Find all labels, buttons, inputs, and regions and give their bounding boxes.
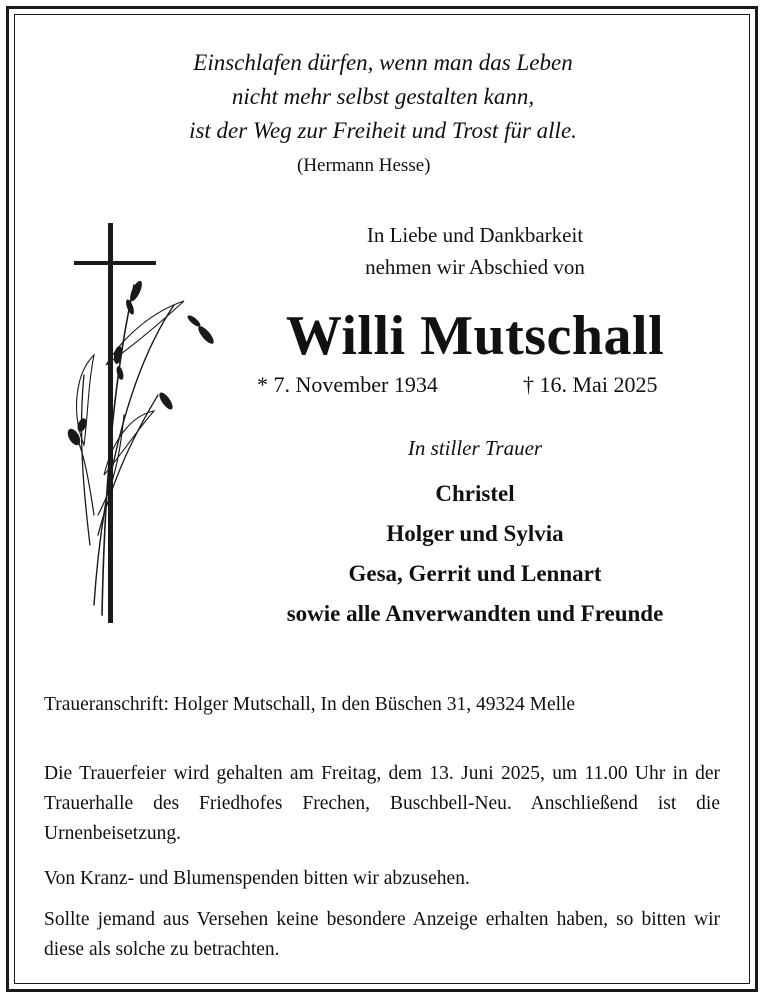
deceased-name: Willi Mutschall [285, 305, 665, 367]
intro-line-2: nehmen wir Abschied von [365, 255, 585, 279]
ceremony-paragraph: Die Trauerfeier wird gehalten am Freitag, dem 13. Juni 2025, um 11.00 Uhr in der Trauerhalle des Friedhofes Frechen, Buschbell-Neu. Anschließend ist die Urnenbeisetzung. [44, 763, 720, 844]
poem-line-1: Einschlafen dürfen, wenn man das Leben [193, 50, 573, 75]
farewell-intro [215, 219, 735, 283]
mourning-heading: In stiller Trauer [407, 436, 543, 460]
death-date: † 16. Mai 2025 [523, 372, 658, 397]
birth-date: * 7. November 1934 [257, 372, 438, 397]
mourning-address: Traueranschrift: Holger Mutschall, In den Büschen 31, 49324 Melle [44, 694, 576, 715]
notice-paragraph: Sollte jemand aus Versehen keine besondere Anzeige erhalten haben, so bitten wir diese als solche zu betrachten. [44, 909, 720, 960]
mourner-line-3: Gesa, Gerrit und Lennart [348, 561, 602, 586]
mourner-line-4: sowie alle Anverwandten und Freunde [286, 601, 664, 626]
poem-quote [0, 46, 766, 148]
intro-line-1: In Liebe und Dankbarkeit [366, 223, 584, 247]
poem-author: (Hermann Hesse) [297, 155, 431, 176]
poem-line-3: ist der Weg zur Freiheit und Trost für alle. [189, 118, 577, 143]
cross-with-wheat-icon [54, 215, 234, 635]
poem-line-2: nicht mehr selbst gestalten kann, [231, 84, 535, 109]
mourners-list [215, 474, 735, 634]
flowers-paragraph: Von Kranz- und Blumenspenden bitten wir abzusehen. [44, 868, 470, 889]
mourner-line-2: Holger und Sylvia [386, 521, 564, 546]
mourner-line-1: Christel [435, 481, 515, 506]
